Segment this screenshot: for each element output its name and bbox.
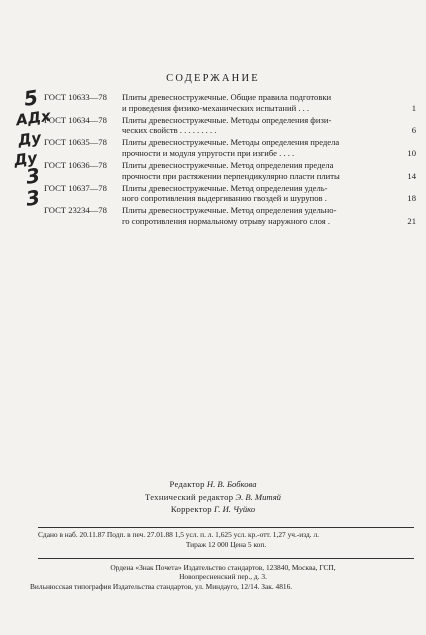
toc-entry[interactable] — [44, 183, 416, 204]
entry-text: прочности и модуля упругости при изгибе . . . . — [122, 147, 295, 158]
entry-text: Плиты древесностружечные. Метод определения удель- — [122, 182, 328, 193]
entry-text: ческих свойств . . . . . . . . . — [122, 125, 217, 136]
handwritten-mark: АДх — [14, 106, 52, 130]
standard-code: ГОСТ 10633—78 — [44, 92, 107, 102]
standard-code: ГОСТ 23234—78 — [44, 205, 107, 216]
print-imprint — [38, 527, 414, 559]
entry-text: и проведения физико-механических испытаний . . . — [122, 102, 310, 113]
page-title: СОДЕРЖАНИЕ — [166, 73, 260, 84]
publisher-footer — [30, 563, 416, 591]
entry-text: Плиты древесностружечные. Методы определения физи- — [122, 114, 332, 125]
toc-entry[interactable] — [44, 137, 416, 158]
handwritten-mark: 5 — [22, 85, 40, 111]
corrector-line — [0, 503, 426, 516]
toc-entry[interactable] — [44, 92, 416, 113]
tech-editor-line — [0, 491, 426, 504]
credits — [0, 478, 426, 516]
tech-editor-name: Э. В. Митяй — [235, 491, 281, 502]
page-number: 1 — [411, 102, 416, 113]
handwritten-mark: Ду — [12, 148, 39, 170]
page-number: 6 — [411, 125, 416, 136]
editor-line — [0, 478, 426, 491]
tech-editor-label: Технический редактор — [145, 491, 234, 502]
standard-code: ГОСТ 10634—78 — [44, 114, 107, 125]
entry-text: Плиты древесностружечные. Методы определения предела — [122, 137, 340, 148]
publisher-address: Новопресненский пер., д. 3. — [179, 572, 267, 582]
page-number: 21 — [407, 216, 416, 227]
entry-text: ного сопротивления выдергиванию гвоздей и шурупов . — [122, 193, 327, 204]
standard-code: ГОСТ 10637—78 — [44, 182, 107, 193]
table-of-contents — [44, 92, 416, 228]
imprint-line: Сдано в наб. 20.11.87 Подп. в печ. 27.01.88 1,5 усл. п. л. 1,625 усл. кр.-отт. 1,27 уч.-изд. л. — [38, 530, 320, 539]
page-number: 18 — [407, 193, 416, 204]
standard-code: ГОСТ 10635—78 — [44, 137, 107, 148]
entry-text: Плиты древесностружечные. Метод определения предела — [122, 160, 334, 171]
publisher-line: Ордена «Знак Почета» Издательство стандартов, 123840, Москва, ГСП, — [110, 563, 336, 572]
corrector-name: Г. И. Чуйко — [214, 504, 256, 514]
handwritten-mark: Ду — [16, 128, 43, 150]
page-number: 10 — [407, 147, 416, 158]
entry-text: го сопротивления нормальному отрыву наружного слоя . — [122, 216, 330, 227]
handwritten-mark: 3 — [24, 185, 42, 211]
editor-label: Редактор — [169, 479, 205, 489]
entry-text: Плиты древесностружечные. Метод определения удельно- — [122, 205, 337, 216]
toc-entry[interactable] — [44, 205, 416, 226]
entry-text: прочности при растяжении перпендикулярно пласти плиты — [122, 170, 340, 181]
entry-text: Плиты древесностружечные. Общие правила подготовки — [122, 92, 332, 102]
page-number: 14 — [407, 170, 416, 181]
printer-line: Вильнюсская типография Издательства стандартов, ул. Миндауго, 12/14. Зак. 4816. — [30, 581, 293, 591]
editor-name: Н. В. Бобкова — [206, 479, 257, 489]
standard-code: ГОСТ 10636—78 — [44, 160, 107, 171]
toc-entry[interactable] — [44, 115, 416, 136]
corrector-label: Корректор — [170, 504, 212, 514]
toc-entry[interactable] — [44, 160, 416, 181]
handwritten-mark: 3 — [24, 163, 42, 189]
imprint-line: Тираж 12 000 Цена 5 коп. — [185, 539, 267, 549]
